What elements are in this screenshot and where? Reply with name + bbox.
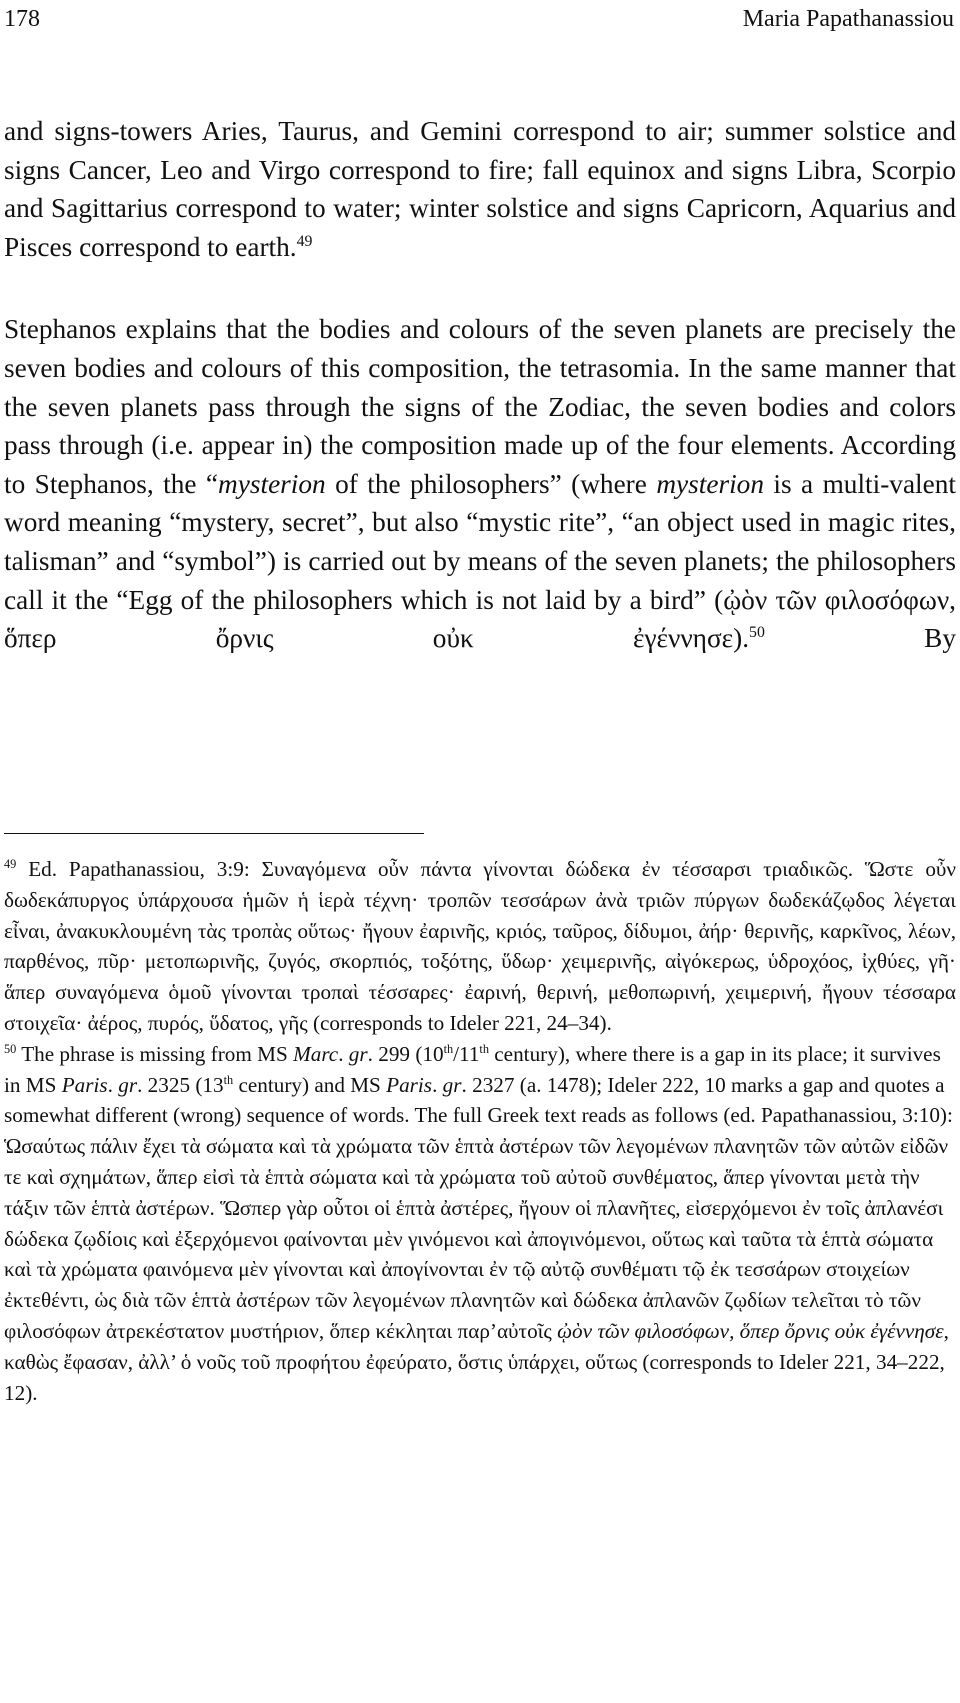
ms-abbrev: gr [348,1041,368,1066]
footnote-ref-50[interactable]: 50 [749,624,765,642]
footnote-50-text: . 2325 (13 [137,1072,224,1097]
ms-name: Paris [386,1072,433,1097]
paragraph-1-text: and signs-towers Aries, Taurus, and Gemini correspond to air; summer solstice and signs Cancer, Leo and Virgo correspond to fire; fall equinox and signs Libra, Scorpio and Sagittarius correspond to water; winter solstice and signs Capricorn, Aquarius and Pisces correspond to earth. [4,116,956,262]
page-header [4,4,954,38]
footnote-49 [4,854,956,1039]
paragraph-1 [4,112,956,266]
footnotes [4,854,956,1408]
ordinal-suffix: th [479,1041,489,1056]
page-number: 178 [4,6,40,32]
greek-phrase: ᾠὸν τῶν φιλοσόφων, ὅπερ ὄρνις οὐκ ἐγέννησε [557,1318,944,1343]
footnote-50-text: century), where there is a gap in its place; it survives in MS [4,1041,941,1097]
main-text [4,112,956,658]
footnote-50-text: . [107,1072,119,1097]
ordinal-suffix: th [223,1072,234,1087]
footnote-50-text: . 2327 (a. 1478); Ideler 222, 10 marks a gap and quotes a somewhat different (wrong) sequence of words. The full Greek text reads as follows (ed. Papathanassiou, 3:10): Ὡσαύτως πάλιν ἔχει τὰ σώματα καὶ τὰ χρώματα τῶν ἑπτὰ ἀστέρων τῶν λεγομένων πλανητῶν τῶν αὐτῶν εἰδῶν τε καὶ σχημάτων, ἅπερ εἰσὶ τὰ ἑπτὰ σώματα καὶ τὰ χρώματα τοῦ αὐτοῦ συνθέματος, ἅπερ γίνονται μετὰ τὴν τάξιν τῶν ἑπτὰ ἀστέρων. Ὥσπερ γὰρ οὗτοι οἱ ἑπτὰ ἀστέρες, ἤγουν οἱ πλανῆτες, εἰσερχόμενοι ἐν τοῖς ἀπλανέσι δώδεκα ζῳδίοις καὶ ἐξερχόμενοι φαίνονται μὲν γινόμενοι καὶ ἀπογινόμενοι, οὕτως καὶ ταῦτα τὰ ἑπτὰ σώματα καὶ τὰ χρώματα φαινόμενα μὲν γίνονται καὶ ἀπογίνονται ἐν τῷ αὐτῷ συνθέματι τῷ ἐκ τεσσάρων στοιχείων ἐκτεθέντι, ὡς διὰ τῶν ἑπτὰ ἀστέρων τῶν λεγομένων πλανητῶν καὶ δώδεκα ἀπλανῶν ζῳδίων τελεῖται τὸ τῶν φιλοσόφων ἀτρεκέστατον μυστήριον, ὅπερ κέκληται παρ’αὐτοῖς [4,1072,953,1343]
footnote-separator [4,833,424,834]
ms-abbrev: gr [118,1072,138,1097]
footnote-50-text: The phrase is missing from MS [16,1041,294,1066]
footnote-50-text: . 299 (10 [367,1041,444,1066]
paragraph-2-text-b: of the philosophers” (where [325,468,657,499]
ordinal-suffix: th [443,1041,454,1056]
footnote-50 [4,1039,956,1409]
term-mysterion: mysterion [218,468,326,499]
footnote-number: 49 [4,856,17,871]
footnote-49-text: Ed. Papathanassiou, 3:9: Συναγόμενα οὖν πάντα γίνονται δώδεκα ἐν τέσσαρσι τριαδικῶς. Ὥστε οὖν δωδεκάπυργος ὑπάρχουσα ἡμῶν ἡ ἱερὰ τέχνη· τροπῶν τεσσάρων ἀνὰ τριῶν πύργων δωδεκάζῳδος λέγεται εἶναι, ἀνακυκλουμένη τὰς τροπὰς οὕτως· ἤγουν ἐαρινῆς, κριός, ταῦρος, δίδυμοι, ἀήρ· θερινῆς, καρκῖνος, λέων, παρθένος, πῦρ· μετοπωρινῆς, ζυγός, σκορπιός, τοξότης, ὕδωρ· χειμερινῆς, αἰγόκερως, ὑδροχόος, ἰχθύες, γῆ· ἅπερ συναγόμενα ὁμοῦ γίνονται τροπαὶ τέσσαρες· ἐαρινή, θερινή, μεθοπωρινή, χειμερινή, ἤγουν τέσσαρα στοιχεῖα· ἀέρος, πυρός, ὕδατος, γῆς (corresponds to Ideler 221, 24–34). [4,857,956,1035]
ms-name: Marc [293,1041,339,1066]
paragraph-2 [4,310,956,657]
footnote-50-text: . [432,1072,443,1097]
paragraph-2-text-d: By [764,623,956,654]
footnote-50-text: century) and MS [233,1072,387,1097]
paragraph-2-text-c: is a multi-valent word meaning “mystery, secret”, but also “mystic rite”, “an object used in magic rites, talisman” and “symbol”) is carried out by means of the seven planets; the philosophers call it the “Egg of the philosophers which is not laid by a bird” (ᾠὸν τῶν φιλοσόφων, ὅπερ ὄρνις οὐκ ἐγέννησε). [4,468,956,654]
ms-name: Paris [61,1072,108,1097]
footnote-number: 50 [4,1041,17,1056]
ms-abbrev: gr [442,1072,462,1097]
footnote-50-text: . [338,1041,349,1066]
paragraph-2-text-a: Stephanos explains that the bodies and colours of the seven planets are precisely the seven bodies and colours of this composition, the tetrasomia. In the same manner that the seven planets pass through the signs of the Zodiac, the seven bodies and colors pass through (i.e. appear in) the composition made up of the four elements. According to Stephanos, the “ [4,314,956,499]
footnote-50-text: , καθὼς ἔφασαν, ἀλλ’ ὁ νοῦς τοῦ προφήτου ἐφεύρατο, ὅστις ὑπάρχει, οὕτως (corresponds to Ideler 221, 34–222, 12). [4,1318,949,1405]
footnote-ref-49[interactable]: 49 [296,232,313,250]
footnote-50-text: /11 [453,1041,480,1066]
term-mysterion-2: mysterion [656,468,764,499]
running-head: Maria Papathanassiou [742,6,954,32]
